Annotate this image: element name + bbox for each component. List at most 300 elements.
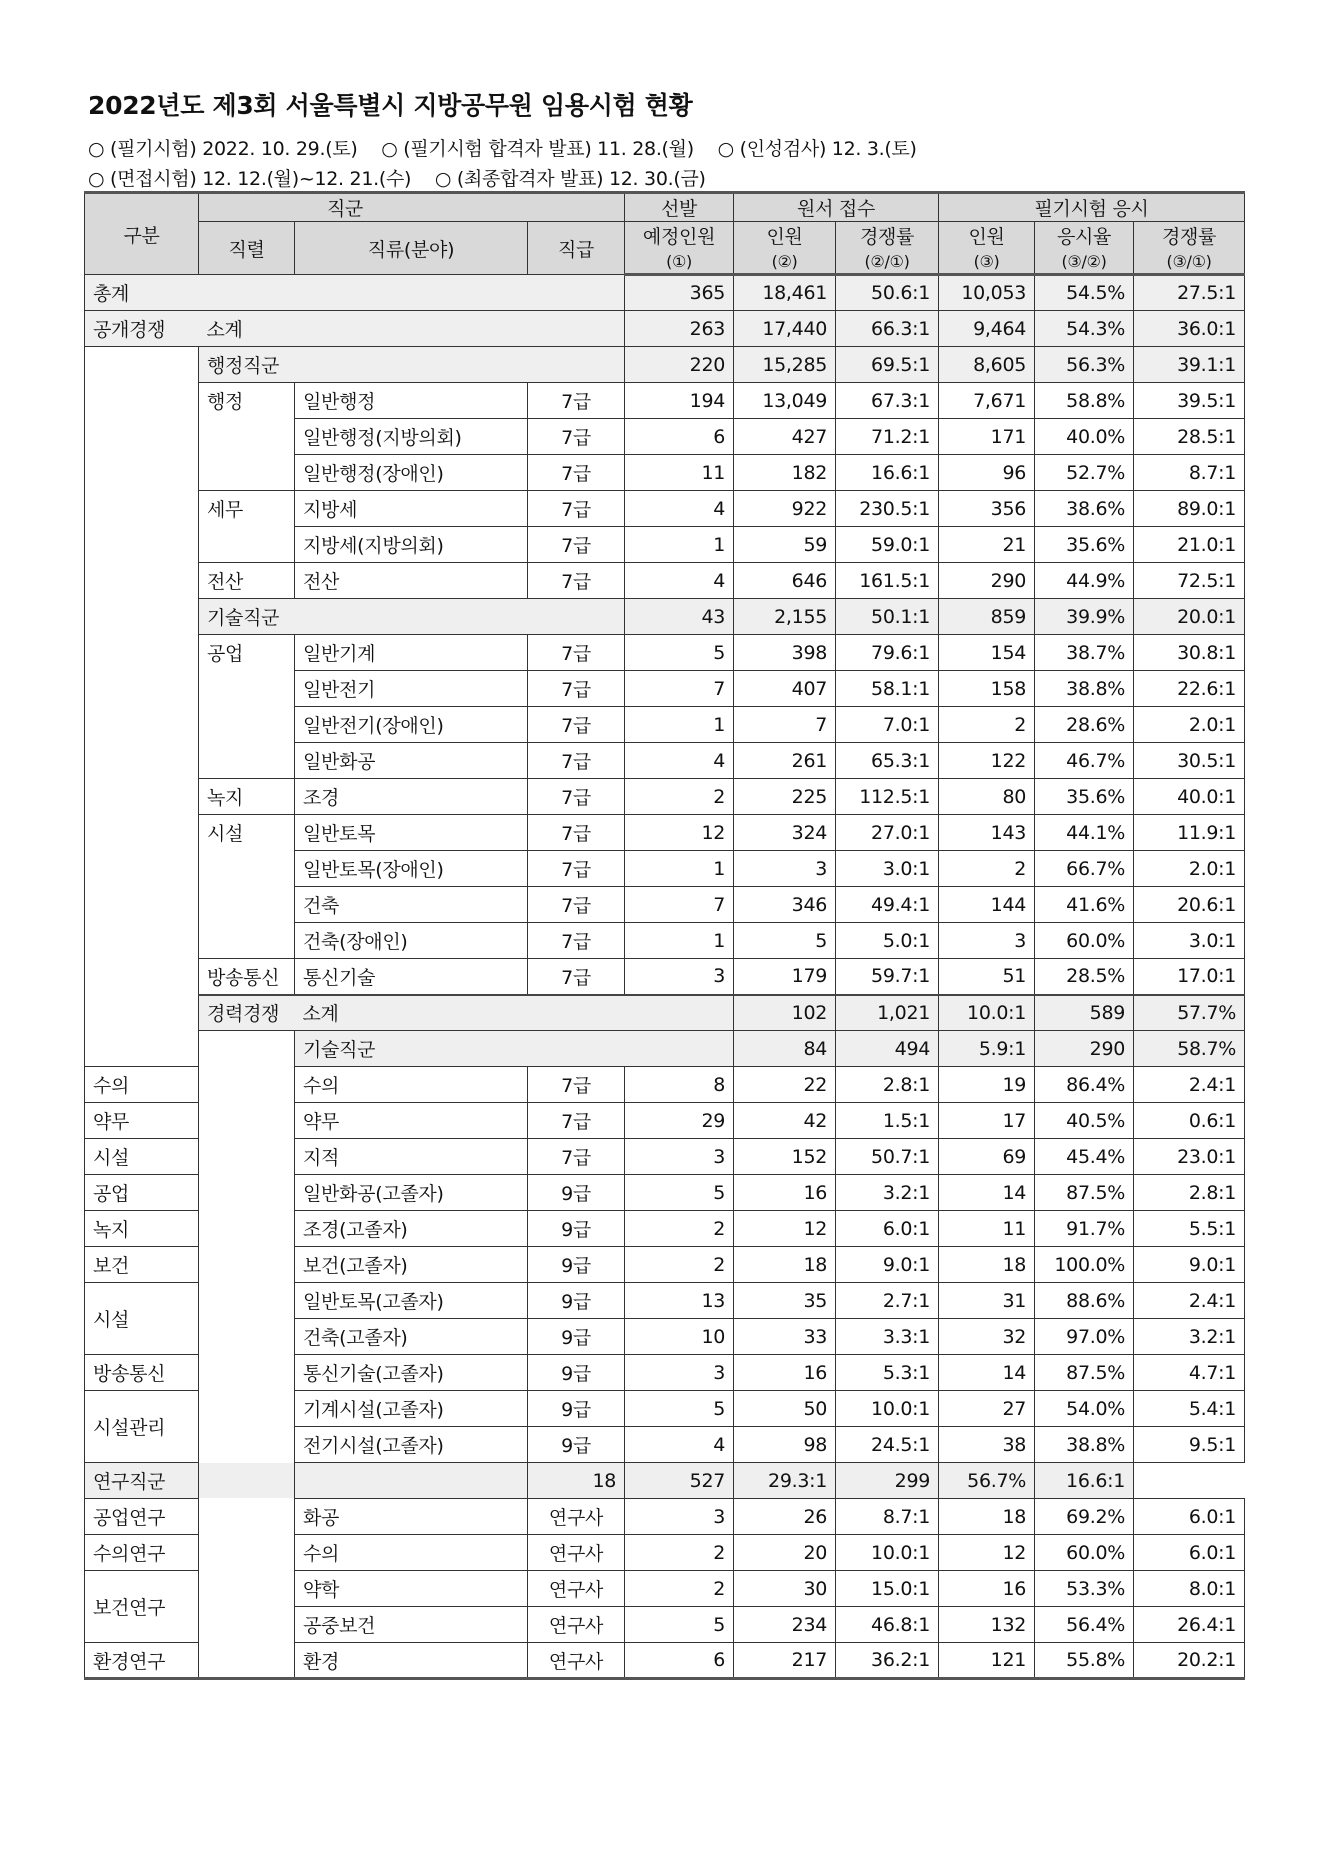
cell-pilgi-inwon: 2 [939, 707, 1035, 743]
cell-seonbal: 194 [625, 383, 734, 419]
cell-seonbal: 263 [625, 311, 734, 347]
cell-wonseo-inwon: 17,440 [734, 311, 836, 347]
table-row [85, 563, 1245, 599]
cell-pilgi-inwon: 96 [939, 455, 1035, 491]
cell-pilgi-ratio: 56.7% [939, 1463, 1035, 1499]
cell-pilgi-rate: 9.5:1 [1134, 1427, 1245, 1463]
header-pilgi-ratio: 응시율 [1035, 222, 1134, 250]
table-row-open-subtotal [85, 311, 1245, 347]
cell-seonbal: 1 [625, 707, 734, 743]
cell-seonbal: 3 [625, 1139, 734, 1175]
schedule-final-result: ○ (최종합격자 발표) 12. 30.(금) [434, 168, 706, 190]
cell-kind: 전산 [295, 563, 528, 599]
cell-pilgi-ratio: 60.0% [1035, 923, 1134, 959]
cell-grade: 7급 [528, 887, 625, 923]
cell-pilgi-rate: 17.0:1 [1134, 959, 1245, 995]
cell-kind: 건축(고졸자) [295, 1319, 528, 1355]
cell-kind: 일반행정 [295, 383, 528, 419]
header-gubun: 구분 [85, 193, 199, 275]
cell-wonseo-inwon: 30 [734, 1571, 836, 1607]
cell-wonseo-rate: 230.5:1 [836, 491, 939, 527]
table-row [85, 383, 1245, 419]
table-row [85, 779, 1245, 815]
cell-pilgi-ratio: 38.6% [1035, 491, 1134, 527]
schedule-personality-test: ○ (인성검사) 12. 3.(토) [717, 138, 917, 160]
header-jikgun: 직군 [199, 193, 625, 222]
cell-grade: 7급 [528, 815, 625, 851]
cell-pilgi-ratio: 66.7% [1035, 851, 1134, 887]
cell-pilgi-inwon: 859 [939, 599, 1035, 635]
cell-kind: 일반화공 [295, 743, 528, 779]
cell-wonseo-inwon: 22 [734, 1067, 836, 1103]
header-pilgi: 필기시험 응시 [939, 193, 1245, 222]
cell-wonseo-rate: 9.0:1 [836, 1247, 939, 1283]
cell-pilgi-rate: 27.5:1 [1134, 275, 1245, 311]
cell-seonbal: 6 [625, 1643, 734, 1679]
cell-grade: 7급 [528, 635, 625, 671]
row-label-open: 공개경쟁 [85, 311, 199, 347]
cell-pilgi-ratio: 44.9% [1035, 563, 1134, 599]
cell-wonseo-rate: 5.0:1 [836, 923, 939, 959]
cell-pilgi-inwon: 16 [939, 1571, 1035, 1607]
cell-seonbal: 1 [625, 851, 734, 887]
cell-wonseo-inwon: 7 [734, 707, 836, 743]
cell-pilgi-ratio: 54.3% [1035, 311, 1134, 347]
cell-series: 행정 [199, 383, 295, 491]
row-label-career: 경력경쟁 [199, 995, 295, 1031]
cell-pilgi-inwon: 69 [939, 1139, 1035, 1175]
cell-grade: 9급 [528, 1427, 625, 1463]
cell-kind: 일반토목(장애인) [295, 851, 528, 887]
cell-wonseo-rate: 5.9:1 [939, 1031, 1035, 1067]
cell-grade: 연구사 [528, 1535, 625, 1571]
cell-grade: 7급 [528, 455, 625, 491]
cell-kind: 일반행정(지방의회) [295, 419, 528, 455]
cell-pilgi-rate: 8.7:1 [1134, 455, 1245, 491]
cell-series: 전산 [199, 563, 295, 599]
cell-kind: 수의 [295, 1067, 528, 1103]
cell-kind: 조경 [295, 779, 528, 815]
cell-wonseo-rate: 50.7:1 [836, 1139, 939, 1175]
cell-wonseo-inwon: 398 [734, 635, 836, 671]
cell-wonseo-rate: 6.0:1 [836, 1211, 939, 1247]
cell-grade: 7급 [528, 779, 625, 815]
cell-pilgi-inwon: 10,053 [939, 275, 1035, 311]
cell-pilgi-inwon: 32 [939, 1319, 1035, 1355]
cell-pilgi-rate: 30.8:1 [1134, 635, 1245, 671]
cell-pilgi-ratio: 86.4% [1035, 1067, 1134, 1103]
cell-wonseo-rate: 50.1:1 [836, 599, 939, 635]
cell-wonseo-inwon: 217 [734, 1643, 836, 1679]
cell-pilgi-rate: 89.0:1 [1134, 491, 1245, 527]
cell-pilgi-ratio: 54.5% [1035, 275, 1134, 311]
cell-series: 방송통신 [199, 959, 295, 995]
cell-wonseo-inwon: 18 [734, 1247, 836, 1283]
cell-pilgi-inwon: 143 [939, 815, 1035, 851]
row-group-label: 연구직군 [85, 1463, 528, 1499]
cell-pilgi-rate: 4.7:1 [1134, 1355, 1245, 1391]
cell-wonseo-rate: 5.3:1 [836, 1355, 939, 1391]
cell-seonbal: 5 [625, 1607, 734, 1643]
cell-pilgi-inwon: 132 [939, 1607, 1035, 1643]
row-group-label: 행정직군 [199, 347, 625, 383]
cell-wonseo-inwon: 234 [734, 1607, 836, 1643]
cell-pilgi-rate: 2.0:1 [1134, 707, 1245, 743]
cell-pilgi-rate: 20.0:1 [1134, 599, 1245, 635]
cell-pilgi-ratio: 55.8% [1035, 1643, 1134, 1679]
cell-pilgi-ratio: 41.6% [1035, 887, 1134, 923]
cell-pilgi-ratio: 40.0% [1035, 419, 1134, 455]
cell-grade: 7급 [528, 743, 625, 779]
cell-wonseo-inwon: 427 [734, 419, 836, 455]
cell-grade: 7급 [528, 419, 625, 455]
cell-seonbal: 3 [625, 1499, 734, 1535]
table-row-group [85, 347, 1245, 383]
cell-pilgi-ratio: 53.3% [1035, 1571, 1134, 1607]
row-label-subtotal: 소계 [199, 311, 625, 347]
cell-grade: 7급 [528, 491, 625, 527]
header-seonbal-2: 예정인원 [625, 222, 734, 250]
cell-seonbal: 18 [528, 1463, 625, 1499]
table-row [85, 959, 1245, 995]
cell-wonseo-rate: 3.2:1 [836, 1175, 939, 1211]
header-pilgi-inwon: 인원 [939, 222, 1035, 250]
cell-wonseo-inwon: 527 [625, 1463, 734, 1499]
cell-kind: 기계시설(고졸자) [295, 1391, 528, 1427]
cell-pilgi-ratio: 57.7% [1134, 995, 1245, 1031]
cell-pilgi-rate: 39.5:1 [1134, 383, 1245, 419]
cell-grade: 7급 [528, 383, 625, 419]
cell-pilgi-rate: 26.4:1 [1134, 1607, 1245, 1643]
cell-pilgi-rate: 11.9:1 [1134, 815, 1245, 851]
cell-seonbal: 2 [625, 1211, 734, 1247]
cell-wonseo-rate: 36.2:1 [836, 1643, 939, 1679]
cell-pilgi-rate: 6.0:1 [1134, 1499, 1245, 1535]
row-label-subtotal: 소계 [295, 995, 734, 1031]
cell-pilgi-ratio: 88.6% [1035, 1283, 1134, 1319]
cell-pilgi-rate: 39.1:1 [1134, 347, 1245, 383]
header-wonseo-rate: 경쟁률 [836, 222, 939, 250]
cell-grade: 연구사 [528, 1643, 625, 1679]
cell-kind: 지적 [295, 1139, 528, 1175]
cell-kind: 보건(고졸자) [295, 1247, 528, 1283]
cell-seonbal: 12 [625, 815, 734, 851]
header-wonseo-inwon-sub: (②) [734, 250, 836, 275]
cell-grade: 7급 [528, 1103, 625, 1139]
cell-grade: 9급 [528, 1247, 625, 1283]
cell-grade: 7급 [528, 959, 625, 995]
cell-seonbal: 2 [625, 1571, 734, 1607]
cell-pilgi-inwon: 19 [939, 1067, 1035, 1103]
table-row-group [85, 599, 1245, 635]
cell-pilgi-inwon: 14 [939, 1175, 1035, 1211]
cell-seonbal: 2 [625, 1247, 734, 1283]
cell-pilgi-inwon: 12 [939, 1535, 1035, 1571]
table-body [85, 275, 1245, 1679]
cell-kind: 일반토목 [295, 815, 528, 851]
cell-wonseo-inwon: 18,461 [734, 275, 836, 311]
cell-kind: 화공 [295, 1499, 528, 1535]
cell-wonseo-rate: 67.3:1 [836, 383, 939, 419]
exam-status-table [84, 191, 1245, 1680]
header-pilgi-inwon-sub: (③) [939, 250, 1035, 275]
cell-pilgi-inwon: 51 [939, 959, 1035, 995]
cell-pilgi-ratio: 46.7% [1035, 743, 1134, 779]
cell-wonseo-inwon: 324 [734, 815, 836, 851]
cell-wonseo-inwon: 922 [734, 491, 836, 527]
cell-pilgi-rate: 2.8:1 [1134, 1175, 1245, 1211]
cell-kind: 일반토목(고졸자) [295, 1283, 528, 1319]
cell-pilgi-ratio: 45.4% [1035, 1139, 1134, 1175]
cell-pilgi-inwon: 18 [939, 1247, 1035, 1283]
cell-series: 시설관리 [85, 1391, 199, 1463]
cell-seonbal: 1 [625, 923, 734, 959]
cell-seonbal: 3 [625, 959, 734, 995]
cell-series: 수의 [85, 1067, 199, 1103]
schedule-line-1 [88, 134, 935, 161]
table-row-group [85, 1031, 1245, 1067]
header-seonbal-3: (①) [625, 250, 734, 275]
cell-pilgi-rate: 22.6:1 [1134, 671, 1245, 707]
cell-series: 시설 [85, 1283, 199, 1355]
schedule-line-2 [88, 164, 724, 191]
cell-grade: 연구사 [528, 1607, 625, 1643]
cell-series: 방송통신 [85, 1355, 199, 1391]
cell-kind: 약학 [295, 1571, 528, 1607]
cell-seonbal: 220 [625, 347, 734, 383]
blank-cell [199, 1031, 295, 1679]
cell-wonseo-inwon: 225 [734, 779, 836, 815]
cell-series: 약무 [85, 1103, 199, 1139]
header-jikryeol: 직렬 [199, 222, 295, 275]
cell-kind: 전기시설(고졸자) [295, 1427, 528, 1463]
cell-pilgi-inwon: 8,605 [939, 347, 1035, 383]
cell-seonbal: 6 [625, 419, 734, 455]
cell-pilgi-rate: 30.5:1 [1134, 743, 1245, 779]
cell-pilgi-rate: 9.0:1 [1134, 1247, 1245, 1283]
blank-cell [85, 347, 199, 1067]
table-row-total [85, 275, 1245, 311]
cell-kind: 통신기술(고졸자) [295, 1355, 528, 1391]
cell-wonseo-inwon: 33 [734, 1319, 836, 1355]
cell-wonseo-rate: 49.4:1 [836, 887, 939, 923]
cell-wonseo-inwon: 2,155 [734, 599, 836, 635]
cell-wonseo-rate: 1.5:1 [836, 1103, 939, 1139]
cell-wonseo-inwon: 261 [734, 743, 836, 779]
cell-kind: 공중보건 [295, 1607, 528, 1643]
cell-wonseo-inwon: 50 [734, 1391, 836, 1427]
cell-wonseo-rate: 79.6:1 [836, 635, 939, 671]
table-row [85, 491, 1245, 527]
cell-wonseo-rate: 50.6:1 [836, 275, 939, 311]
cell-pilgi-inwon: 290 [1035, 1031, 1134, 1067]
cell-grade: 9급 [528, 1283, 625, 1319]
cell-series: 환경연구 [85, 1643, 199, 1679]
cell-pilgi-inwon: 121 [939, 1643, 1035, 1679]
cell-seonbal: 11 [625, 455, 734, 491]
page-title: 2022년도 제3회 서울특별시 지방공무원 임용시험 현황 [88, 91, 693, 120]
schedule-interview: ○ (면접시험) 12. 12.(월)~12. 21.(수) [88, 168, 412, 190]
cell-series: 보건연구 [85, 1571, 199, 1643]
cell-seonbal: 29 [625, 1103, 734, 1139]
cell-seonbal: 2 [625, 1535, 734, 1571]
cell-pilgi-rate: 0.6:1 [1134, 1103, 1245, 1139]
cell-grade: 7급 [528, 527, 625, 563]
cell-grade: 7급 [528, 923, 625, 959]
cell-pilgi-rate: 2.4:1 [1134, 1067, 1245, 1103]
cell-wonseo-rate: 10.0:1 [836, 1391, 939, 1427]
cell-wonseo-inwon: 26 [734, 1499, 836, 1535]
schedule-written-result: ○ (필기시험 합격자 발표) 11. 28.(월) [381, 138, 694, 160]
cell-pilgi-inwon: 18 [939, 1499, 1035, 1535]
cell-grade: 9급 [528, 1355, 625, 1391]
cell-kind: 일반전기 [295, 671, 528, 707]
cell-wonseo-inwon: 13,049 [734, 383, 836, 419]
cell-wonseo-rate: 15.0:1 [836, 1571, 939, 1607]
cell-series: 공업 [199, 635, 295, 779]
cell-pilgi-ratio: 38.8% [1035, 1427, 1134, 1463]
cell-grade: 7급 [528, 563, 625, 599]
cell-series: 세무 [199, 491, 295, 563]
header-seonbal-1: 선발 [625, 193, 734, 222]
cell-pilgi-ratio: 58.8% [1035, 383, 1134, 419]
cell-seonbal: 84 [734, 1031, 836, 1067]
cell-pilgi-rate: 2.0:1 [1134, 851, 1245, 887]
cell-grade: 7급 [528, 707, 625, 743]
cell-seonbal: 13 [625, 1283, 734, 1319]
cell-pilgi-inwon: 3 [939, 923, 1035, 959]
cell-wonseo-rate: 59.7:1 [836, 959, 939, 995]
cell-seonbal: 4 [625, 743, 734, 779]
cell-wonseo-inwon: 182 [734, 455, 836, 491]
cell-seonbal: 5 [625, 635, 734, 671]
header-wonseo-rate-sub: (②/①) [836, 250, 939, 275]
cell-pilgi-rate: 28.5:1 [1134, 419, 1245, 455]
cell-seonbal: 3 [625, 1355, 734, 1391]
cell-wonseo-rate: 66.3:1 [836, 311, 939, 347]
cell-series: 녹지 [85, 1211, 199, 1247]
cell-pilgi-rate: 3.0:1 [1134, 923, 1245, 959]
cell-grade: 7급 [528, 1139, 625, 1175]
cell-wonseo-inwon: 346 [734, 887, 836, 923]
cell-pilgi-ratio: 87.5% [1035, 1355, 1134, 1391]
cell-wonseo-rate: 7.0:1 [836, 707, 939, 743]
cell-kind: 건축 [295, 887, 528, 923]
cell-wonseo-rate: 59.0:1 [836, 527, 939, 563]
cell-pilgi-ratio: 38.8% [1035, 671, 1134, 707]
cell-pilgi-ratio: 91.7% [1035, 1211, 1134, 1247]
cell-pilgi-inwon: 27 [939, 1391, 1035, 1427]
cell-pilgi-inwon: 144 [939, 887, 1035, 923]
cell-pilgi-ratio: 35.6% [1035, 779, 1134, 815]
cell-wonseo-rate: 16.6:1 [836, 455, 939, 491]
cell-pilgi-rate: 40.0:1 [1134, 779, 1245, 815]
table-row-group [85, 1463, 1245, 1499]
cell-series: 시설 [85, 1139, 199, 1175]
cell-pilgi-ratio: 54.0% [1035, 1391, 1134, 1427]
cell-wonseo-rate: 112.5:1 [836, 779, 939, 815]
cell-wonseo-rate: 8.7:1 [836, 1499, 939, 1535]
cell-wonseo-inwon: 16 [734, 1355, 836, 1391]
cell-seonbal: 102 [734, 995, 836, 1031]
cell-wonseo-rate: 58.1:1 [836, 671, 939, 707]
cell-wonseo-inwon: 59 [734, 527, 836, 563]
cell-pilgi-ratio: 52.7% [1035, 455, 1134, 491]
cell-wonseo-rate: 46.8:1 [836, 1607, 939, 1643]
table-row [85, 635, 1245, 671]
cell-pilgi-inwon: 17 [939, 1103, 1035, 1139]
cell-pilgi-ratio: 100.0% [1035, 1247, 1134, 1283]
cell-pilgi-inwon: 38 [939, 1427, 1035, 1463]
cell-wonseo-rate: 2.8:1 [836, 1067, 939, 1103]
cell-wonseo-rate: 10.0:1 [939, 995, 1035, 1031]
cell-kind: 건축(장애인) [295, 923, 528, 959]
cell-pilgi-ratio: 38.7% [1035, 635, 1134, 671]
cell-kind: 조경(고졸자) [295, 1211, 528, 1247]
header-pilgi-rate: 경쟁률 [1134, 222, 1245, 250]
cell-grade: 9급 [528, 1175, 625, 1211]
cell-pilgi-inwon: 154 [939, 635, 1035, 671]
row-label: 총계 [85, 275, 625, 311]
cell-kind: 일반화공(고졸자) [295, 1175, 528, 1211]
cell-pilgi-ratio: 28.6% [1035, 707, 1134, 743]
cell-kind: 일반행정(장애인) [295, 455, 528, 491]
cell-pilgi-ratio: 97.0% [1035, 1319, 1134, 1355]
cell-pilgi-ratio: 60.0% [1035, 1535, 1134, 1571]
cell-kind: 일반전기(장애인) [295, 707, 528, 743]
cell-seonbal: 43 [625, 599, 734, 635]
cell-pilgi-inwon: 589 [1035, 995, 1134, 1031]
cell-wonseo-inwon: 646 [734, 563, 836, 599]
cell-pilgi-inwon: 290 [939, 563, 1035, 599]
header-jikgeup: 직급 [528, 222, 625, 275]
cell-wonseo-rate: 69.5:1 [836, 347, 939, 383]
cell-seonbal: 4 [625, 491, 734, 527]
schedule-written-exam: ○ (필기시험) 2022. 10. 29.(토) [88, 138, 358, 160]
cell-series: 수의연구 [85, 1535, 199, 1571]
cell-pilgi-inwon: 21 [939, 527, 1035, 563]
cell-wonseo-rate: 71.2:1 [836, 419, 939, 455]
cell-wonseo-inwon: 42 [734, 1103, 836, 1139]
row-group-label: 기술직군 [199, 599, 625, 635]
cell-seonbal: 365 [625, 275, 734, 311]
cell-wonseo-rate: 65.3:1 [836, 743, 939, 779]
cell-wonseo-rate: 29.3:1 [734, 1463, 836, 1499]
cell-seonbal: 8 [625, 1067, 734, 1103]
cell-pilgi-rate: 20.6:1 [1134, 887, 1245, 923]
cell-pilgi-rate: 2.4:1 [1134, 1283, 1245, 1319]
cell-wonseo-inwon: 20 [734, 1535, 836, 1571]
header-pilgi-ratio-sub: (③/②) [1035, 250, 1134, 275]
cell-grade: 9급 [528, 1211, 625, 1247]
header-jikryu: 직류(분야) [295, 222, 528, 275]
cell-pilgi-inwon: 2 [939, 851, 1035, 887]
cell-grade: 7급 [528, 1067, 625, 1103]
cell-seonbal: 10 [625, 1319, 734, 1355]
cell-pilgi-inwon: 14 [939, 1355, 1035, 1391]
header-pilgi-rate-sub: (③/①) [1134, 250, 1245, 275]
cell-series: 녹지 [199, 779, 295, 815]
cell-wonseo-rate: 2.7:1 [836, 1283, 939, 1319]
cell-wonseo-rate: 27.0:1 [836, 815, 939, 851]
cell-pilgi-rate: 5.4:1 [1134, 1391, 1245, 1427]
cell-pilgi-inwon: 80 [939, 779, 1035, 815]
cell-pilgi-ratio: 35.6% [1035, 527, 1134, 563]
cell-pilgi-ratio: 39.9% [1035, 599, 1134, 635]
cell-pilgi-ratio: 40.5% [1035, 1103, 1134, 1139]
cell-pilgi-inwon: 11 [939, 1211, 1035, 1247]
cell-kind: 지방세(지방의회) [295, 527, 528, 563]
